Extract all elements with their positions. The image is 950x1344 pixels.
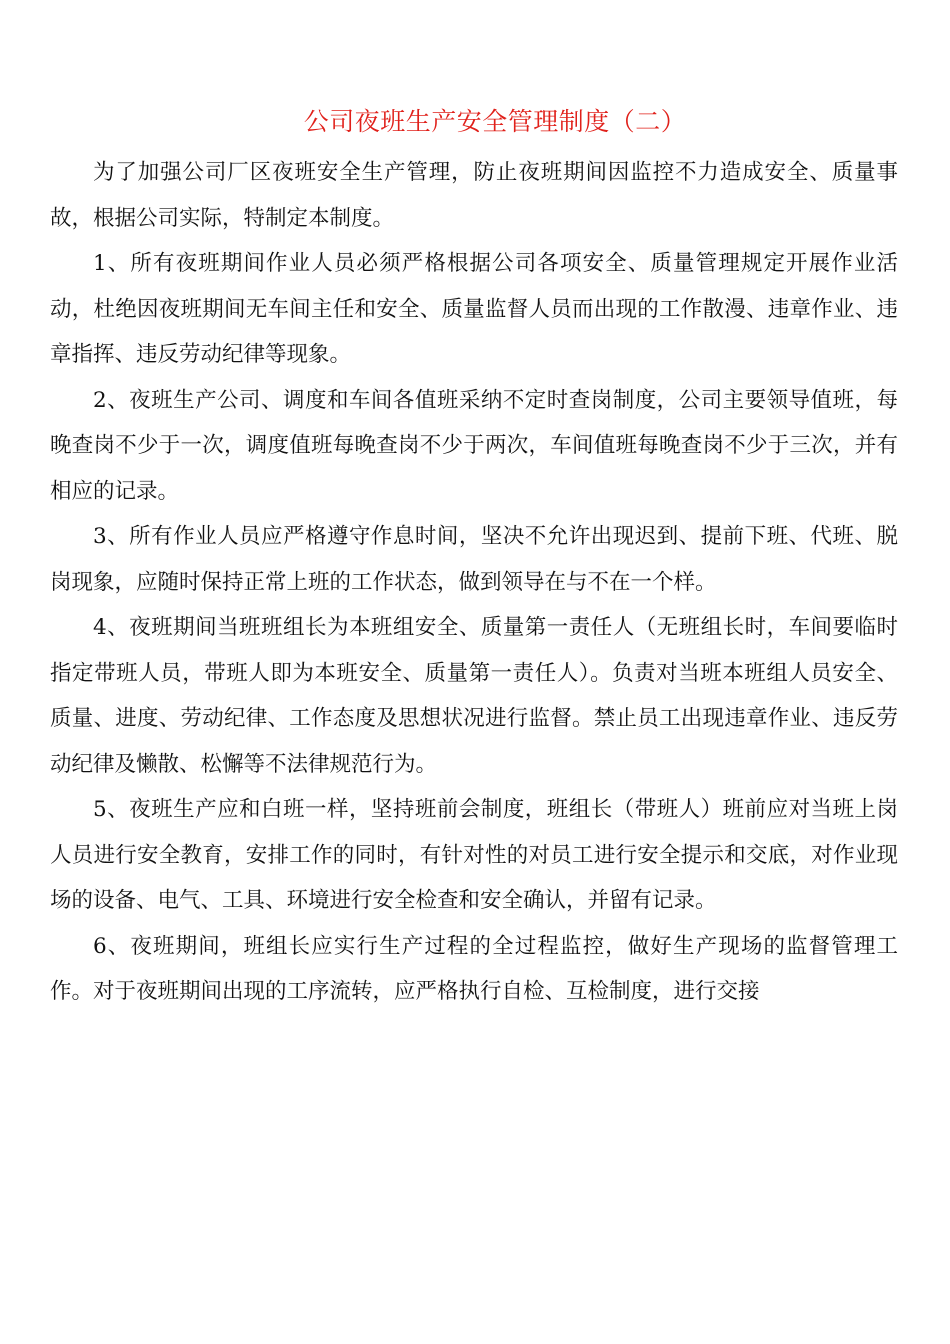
paragraph-item-2: 2、夜班生产公司、调度和车间各值班采纳不定时查岗制度，公司主要领导值班，每晚查岗不少于一次，调度值班每晚查岗不少于两次，车间值班每晚查岗不少于三次，并有相应的记录。 [50,387,898,504]
paragraph-item-3: 3、所有作业人员应严格遵守作息时间，坚决不允许出现迟到、提前下班、代班、脱岗现象，应随时保持正常上班的工作状态，做到领导在与不在一个样。 [50,524,898,595]
paragraph-item-4: 4、夜班期间当班班组长为本班组安全、质量第一责任人（无班组长时，车间要临时指定带班人员，带班人即为本班安全、质量第一责任人）。负责对当班本班组人员安全、质量、进度、劳动纪律、工作态度及思想状况进行监督。禁止员工出现违章作业、违反劳动纪律及懒散、松懈等不法律规范行为。 [50,615,898,777]
paragraph-intro: 为了加强公司厂区夜班安全生产管理，防止夜班期间因监控不力造成安全、质量事故，根据公司实际，特制定本制度。 [50,160,898,231]
paragraph-item-1: 1、所有夜班期间作业人员必须严格根据公司各项安全、质量管理规定开展作业活动，杜绝因夜班期间无车间主任和安全、质量监督人员而出现的工作散漫、违章作业、违章指挥、违反劳动纪律等现象。 [50,251,898,367]
paragraph-item-6: 6、夜班期间，班组长应实行生产过程的全过程监控，做好生产现场的监督管理工作。对于夜班期间出现的工序流转，应严格执行自检、互检制度，进行交接 [50,933,898,1004]
document-title: 公司夜班生产安全管理制度（二） [303,107,687,136]
document-body [50,150,898,1015]
paragraph-item-5: 5、夜班生产应和白班一样，坚持班前会制度，班组长（带班人）班前应对当班上岗人员进行安全教育，安排工作的同时，有针对性的对员工进行安全提示和交底，对作业现场的设备、电气、工具、环境进行安全检查和安全确认，并留有记录。 [50,797,898,913]
